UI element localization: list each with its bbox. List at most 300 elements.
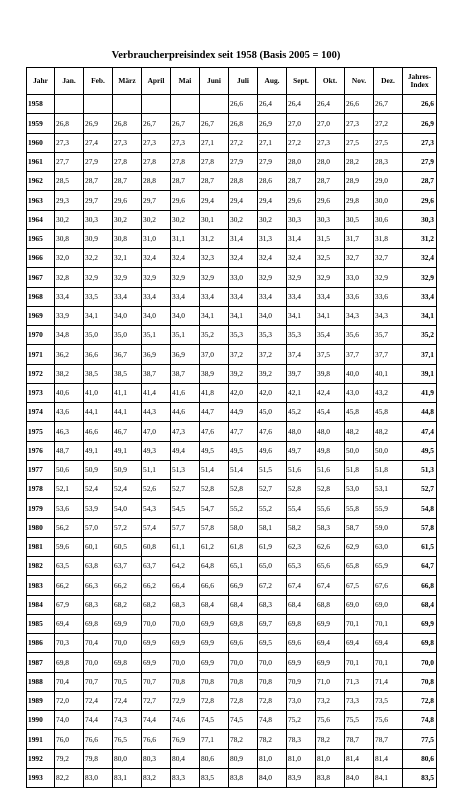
month-cell: 33,4 xyxy=(316,287,345,306)
month-cell: 32,9 xyxy=(316,268,345,287)
month-cell: 65,6 xyxy=(316,557,345,576)
month-cell: 79,8 xyxy=(84,749,113,768)
year-cell: 1984 xyxy=(27,595,55,614)
month-cell: 61,1 xyxy=(171,537,200,556)
month-cell: 53,9 xyxy=(84,499,113,518)
month-cell: 29,7 xyxy=(142,191,171,210)
table-row xyxy=(27,518,437,537)
month-cell: 75,2 xyxy=(287,711,316,730)
month-cell: 45,4 xyxy=(316,403,345,422)
month-cell: 70,0 xyxy=(142,614,171,633)
month-cell: 61,8 xyxy=(229,537,258,556)
year-cell: 1964 xyxy=(27,210,55,229)
table-row xyxy=(27,422,437,441)
month-cell: 69,8 xyxy=(287,614,316,633)
month-cell: 38,7 xyxy=(171,364,200,383)
month-cell: 51,4 xyxy=(200,460,229,479)
month-cell xyxy=(171,95,200,114)
annual-index-cell: 77,5 xyxy=(403,730,437,749)
year-cell: 1958 xyxy=(27,95,55,114)
column-header: Mai xyxy=(171,68,200,95)
month-cell: 32,2 xyxy=(84,249,113,268)
year-cell: 1959 xyxy=(27,114,55,133)
month-cell: 69,4 xyxy=(316,634,345,653)
month-cell: 33,4 xyxy=(258,287,287,306)
month-cell: 69,4 xyxy=(345,634,374,653)
month-cell: 41,1 xyxy=(113,383,142,402)
cpi-table xyxy=(26,67,437,788)
month-cell: 69,9 xyxy=(200,634,229,653)
month-cell: 32,7 xyxy=(345,249,374,268)
month-cell: 27,0 xyxy=(287,114,316,133)
month-cell: 43,2 xyxy=(374,383,403,402)
month-cell: 33,9 xyxy=(55,306,84,325)
month-cell: 33,4 xyxy=(200,287,229,306)
month-cell: 39,7 xyxy=(287,364,316,383)
annual-index-cell: 83,5 xyxy=(403,768,437,787)
column-header: Sept. xyxy=(287,68,316,95)
table-row xyxy=(27,441,437,460)
month-cell: 70,0 xyxy=(258,653,287,672)
month-cell: 62,9 xyxy=(345,537,374,556)
year-cell: 1989 xyxy=(27,691,55,710)
annual-index-cell: 32,9 xyxy=(403,268,437,287)
month-cell: 74,0 xyxy=(55,711,84,730)
month-cell: 27,3 xyxy=(316,133,345,152)
column-header: Nov. xyxy=(345,68,374,95)
month-cell: 33,6 xyxy=(345,287,374,306)
month-cell: 76,0 xyxy=(55,730,84,749)
month-cell: 83,9 xyxy=(287,768,316,787)
month-cell: 27,8 xyxy=(200,152,229,171)
month-cell: 29,6 xyxy=(113,191,142,210)
month-cell: 37,7 xyxy=(345,345,374,364)
table-row xyxy=(27,95,437,114)
table-row xyxy=(27,364,437,383)
year-cell: 1976 xyxy=(27,441,55,460)
table-row xyxy=(27,306,437,325)
month-cell: 32,0 xyxy=(55,249,84,268)
annual-index-cell: 30,3 xyxy=(403,210,437,229)
month-cell: 32,9 xyxy=(142,268,171,287)
table-row xyxy=(27,403,437,422)
month-cell: 69,9 xyxy=(200,614,229,633)
table-row xyxy=(27,614,437,633)
annual-index-cell: 34,1 xyxy=(403,306,437,325)
column-header: Juni xyxy=(200,68,229,95)
month-cell: 80,4 xyxy=(171,749,200,768)
month-cell: 33,4 xyxy=(113,287,142,306)
table-row xyxy=(27,557,437,576)
year-cell: 1982 xyxy=(27,557,55,576)
month-cell: 83,0 xyxy=(84,768,113,787)
month-cell: 60,5 xyxy=(113,537,142,556)
month-cell: 48,7 xyxy=(55,441,84,460)
table-row xyxy=(27,672,437,691)
month-cell: 81,0 xyxy=(258,749,287,768)
month-cell: 26,6 xyxy=(345,95,374,114)
month-cell: 66,4 xyxy=(171,576,200,595)
year-cell: 1988 xyxy=(27,672,55,691)
table-row xyxy=(27,768,437,787)
table-row xyxy=(27,345,437,364)
month-cell: 26,8 xyxy=(229,114,258,133)
annual-index-cell: 26,6 xyxy=(403,95,437,114)
month-cell: 83,2 xyxy=(142,768,171,787)
month-cell: 74,6 xyxy=(171,711,200,730)
month-cell: 69,8 xyxy=(55,653,84,672)
column-header: April xyxy=(142,68,171,95)
annual-index-cell: 47,4 xyxy=(403,422,437,441)
annual-index-cell: 66,8 xyxy=(403,576,437,595)
annual-index-cell: 80,6 xyxy=(403,749,437,768)
month-cell: 35,6 xyxy=(345,326,374,345)
month-cell: 69,9 xyxy=(171,634,200,653)
month-cell: 83,8 xyxy=(229,768,258,787)
month-cell: 37,4 xyxy=(287,345,316,364)
month-cell: 30,2 xyxy=(55,210,84,229)
month-cell: 29,4 xyxy=(200,191,229,210)
month-cell: 60,1 xyxy=(84,537,113,556)
month-cell: 66,2 xyxy=(55,576,84,595)
month-cell: 30,8 xyxy=(113,229,142,248)
month-cell: 36,9 xyxy=(142,345,171,364)
month-cell: 26,4 xyxy=(287,95,316,114)
month-cell: 58,2 xyxy=(287,518,316,537)
month-cell: 27,4 xyxy=(84,133,113,152)
month-cell: 26,8 xyxy=(113,114,142,133)
month-cell: 29,8 xyxy=(345,191,374,210)
month-cell: 28,3 xyxy=(374,152,403,171)
month-cell: 26,9 xyxy=(258,114,287,133)
month-cell: 30,6 xyxy=(374,210,403,229)
column-header: Feb. xyxy=(84,68,113,95)
month-cell: 29,0 xyxy=(374,172,403,191)
month-cell: 40,1 xyxy=(374,364,403,383)
month-cell: 27,1 xyxy=(258,133,287,152)
month-cell: 45,0 xyxy=(258,403,287,422)
month-cell: 52,4 xyxy=(113,480,142,499)
month-cell: 61,2 xyxy=(200,537,229,556)
month-cell: 57,0 xyxy=(84,518,113,537)
month-cell: 33,6 xyxy=(374,287,403,306)
month-cell: 72,8 xyxy=(258,691,287,710)
month-cell: 72,4 xyxy=(84,691,113,710)
month-cell: 70,0 xyxy=(171,614,200,633)
annual-index-cell: 68,4 xyxy=(403,595,437,614)
month-cell: 52,8 xyxy=(316,480,345,499)
month-cell: 36,6 xyxy=(84,345,113,364)
month-cell: 27,5 xyxy=(345,133,374,152)
table-row xyxy=(27,249,437,268)
month-cell: 70,0 xyxy=(229,653,258,672)
year-cell: 1961 xyxy=(27,152,55,171)
month-cell: 69,9 xyxy=(142,653,171,672)
month-cell: 42,1 xyxy=(287,383,316,402)
month-cell: 27,5 xyxy=(374,133,403,152)
month-cell: 35,3 xyxy=(287,326,316,345)
month-cell: 34,8 xyxy=(55,326,84,345)
annual-index-cell: 33,4 xyxy=(403,287,437,306)
year-cell: 1991 xyxy=(27,730,55,749)
annual-index-cell: 74,8 xyxy=(403,711,437,730)
annual-index-cell: 57,8 xyxy=(403,518,437,537)
table-row xyxy=(27,229,437,248)
month-cell: 51,4 xyxy=(229,460,258,479)
month-cell: 33,4 xyxy=(55,287,84,306)
column-header: Dez. xyxy=(374,68,403,95)
month-cell: 51,5 xyxy=(258,460,287,479)
month-cell: 34,1 xyxy=(229,306,258,325)
month-cell: 33,4 xyxy=(287,287,316,306)
month-cell: 70,0 xyxy=(84,653,113,672)
month-cell: 52,8 xyxy=(229,480,258,499)
year-cell: 1962 xyxy=(27,172,55,191)
month-cell: 63,0 xyxy=(374,537,403,556)
month-cell: 44,3 xyxy=(142,403,171,422)
table-row xyxy=(27,460,437,479)
year-cell: 1980 xyxy=(27,518,55,537)
month-cell: 50,0 xyxy=(374,441,403,460)
month-cell: 32,9 xyxy=(84,268,113,287)
month-cell: 73,5 xyxy=(374,691,403,710)
month-cell: 42,4 xyxy=(316,383,345,402)
month-cell: 69,4 xyxy=(55,614,84,633)
annual-index-cell: 70,8 xyxy=(403,672,437,691)
month-cell: 62,6 xyxy=(316,537,345,556)
month-cell: 75,5 xyxy=(345,711,374,730)
month-cell: 69,9 xyxy=(142,634,171,653)
month-cell: 48,0 xyxy=(316,422,345,441)
month-cell: 34,1 xyxy=(200,306,229,325)
month-cell: 30,2 xyxy=(113,210,142,229)
month-cell: 27,2 xyxy=(229,133,258,152)
month-cell: 83,1 xyxy=(113,768,142,787)
month-cell: 27,8 xyxy=(171,152,200,171)
month-cell xyxy=(84,95,113,114)
month-cell: 69,6 xyxy=(287,634,316,653)
month-cell: 50,0 xyxy=(345,441,374,460)
month-cell: 27,7 xyxy=(55,152,84,171)
annual-index-cell: 35,2 xyxy=(403,326,437,345)
month-cell: 32,4 xyxy=(287,249,316,268)
year-cell: 1977 xyxy=(27,460,55,479)
month-cell: 65,9 xyxy=(374,557,403,576)
month-cell: 58,7 xyxy=(345,518,374,537)
annual-index-cell: 44,8 xyxy=(403,403,437,422)
page-title: Verbraucherpreisindex seit 1958 (Basis 2005 = 100) xyxy=(111,50,341,61)
table-row xyxy=(27,172,437,191)
month-cell: 50,6 xyxy=(55,460,84,479)
month-cell: 34,3 xyxy=(374,306,403,325)
year-cell: 1978 xyxy=(27,480,55,499)
month-cell: 30,9 xyxy=(84,229,113,248)
month-cell: 69,9 xyxy=(200,653,229,672)
month-cell: 39,8 xyxy=(316,364,345,383)
month-cell: 28,0 xyxy=(287,152,316,171)
table-row xyxy=(27,191,437,210)
month-cell: 70,1 xyxy=(374,653,403,672)
month-cell: 78,7 xyxy=(374,730,403,749)
month-cell: 66,2 xyxy=(142,576,171,595)
table-row xyxy=(27,383,437,402)
month-cell: 34,3 xyxy=(345,306,374,325)
month-cell: 34,0 xyxy=(113,306,142,325)
month-cell: 34,0 xyxy=(171,306,200,325)
month-cell xyxy=(113,95,142,114)
month-cell: 26,9 xyxy=(84,114,113,133)
month-cell: 63,8 xyxy=(84,557,113,576)
month-cell: 36,7 xyxy=(113,345,142,364)
month-cell: 35,1 xyxy=(142,326,171,345)
column-header: Aug. xyxy=(258,68,287,95)
month-cell: 52,8 xyxy=(287,480,316,499)
month-cell: 37,2 xyxy=(258,345,287,364)
column-header: Jan. xyxy=(55,68,84,95)
month-cell: 57,8 xyxy=(200,518,229,537)
month-cell: 69,7 xyxy=(258,614,287,633)
month-cell: 80,6 xyxy=(200,749,229,768)
month-cell: 55,4 xyxy=(287,499,316,518)
month-cell: 33,4 xyxy=(142,287,171,306)
month-cell: 29,6 xyxy=(316,191,345,210)
month-cell: 27,8 xyxy=(113,152,142,171)
month-cell: 30,2 xyxy=(171,210,200,229)
header-row xyxy=(27,68,437,95)
month-cell: 49,5 xyxy=(200,441,229,460)
table-row xyxy=(27,537,437,556)
month-cell: 35,3 xyxy=(229,326,258,345)
month-cell: 28,7 xyxy=(171,172,200,191)
month-cell: 55,2 xyxy=(258,499,287,518)
month-cell: 32,4 xyxy=(258,249,287,268)
month-cell: 68,8 xyxy=(316,595,345,614)
month-cell: 27,9 xyxy=(84,152,113,171)
month-cell: 69,9 xyxy=(316,653,345,672)
month-cell: 27,3 xyxy=(171,133,200,152)
month-cell: 52,7 xyxy=(171,480,200,499)
month-cell: 32,1 xyxy=(113,249,142,268)
month-cell: 69,8 xyxy=(229,614,258,633)
month-cell: 31,4 xyxy=(229,229,258,248)
month-cell: 54,0 xyxy=(113,499,142,518)
table-row xyxy=(27,576,437,595)
month-cell: 44,7 xyxy=(200,403,229,422)
annual-index-cell: 26,9 xyxy=(403,114,437,133)
month-cell: 75,6 xyxy=(374,711,403,730)
annual-index-cell: 51,3 xyxy=(403,460,437,479)
month-cell: 84,0 xyxy=(258,768,287,787)
month-cell: 48,2 xyxy=(374,422,403,441)
month-cell: 53,6 xyxy=(55,499,84,518)
year-cell: 1990 xyxy=(27,711,55,730)
month-cell: 70,8 xyxy=(258,672,287,691)
month-cell: 32,3 xyxy=(200,249,229,268)
month-cell: 43,0 xyxy=(345,383,374,402)
month-cell: 28,7 xyxy=(113,172,142,191)
month-cell: 71,0 xyxy=(316,672,345,691)
month-cell: 66,9 xyxy=(229,576,258,595)
month-cell: 55,2 xyxy=(229,499,258,518)
month-cell: 69,9 xyxy=(287,653,316,672)
month-cell: 58,0 xyxy=(229,518,258,537)
month-cell: 67,9 xyxy=(55,595,84,614)
month-cell: 76,6 xyxy=(84,730,113,749)
month-cell: 83,3 xyxy=(171,768,200,787)
month-cell: 63,7 xyxy=(142,557,171,576)
year-cell: 1979 xyxy=(27,499,55,518)
month-cell: 29,4 xyxy=(258,191,287,210)
month-cell: 32,4 xyxy=(229,249,258,268)
year-cell: 1968 xyxy=(27,287,55,306)
month-cell: 70,4 xyxy=(84,634,113,653)
month-cell: 35,2 xyxy=(200,326,229,345)
month-cell: 35,7 xyxy=(374,326,403,345)
month-cell: 49,1 xyxy=(113,441,142,460)
table-row xyxy=(27,114,437,133)
month-cell: 28,7 xyxy=(287,172,316,191)
month-cell: 69,8 xyxy=(84,614,113,633)
annual-index-cell: 72,8 xyxy=(403,691,437,710)
month-cell: 67,2 xyxy=(258,576,287,595)
month-cell xyxy=(200,95,229,114)
month-cell: 81,4 xyxy=(374,749,403,768)
column-header: Jahres-Index xyxy=(403,68,437,95)
year-cell: 1971 xyxy=(27,345,55,364)
month-cell: 84,1 xyxy=(374,768,403,787)
month-cell: 34,1 xyxy=(84,306,113,325)
month-cell: 51,6 xyxy=(316,460,345,479)
month-cell: 78,2 xyxy=(258,730,287,749)
month-cell: 30,3 xyxy=(84,210,113,229)
month-cell: 27,2 xyxy=(374,114,403,133)
month-cell: 83,8 xyxy=(316,768,345,787)
month-cell: 78,3 xyxy=(287,730,316,749)
month-cell: 81,0 xyxy=(287,749,316,768)
month-cell: 29,4 xyxy=(229,191,258,210)
month-cell: 73,2 xyxy=(316,691,345,710)
month-cell: 32,9 xyxy=(171,268,200,287)
month-cell: 72,0 xyxy=(55,691,84,710)
annual-index-cell: 27,9 xyxy=(403,152,437,171)
annual-index-cell: 69,9 xyxy=(403,614,437,633)
month-cell: 69,0 xyxy=(345,595,374,614)
month-cell: 41,0 xyxy=(84,383,113,402)
month-cell: 69,9 xyxy=(316,614,345,633)
month-cell: 30,3 xyxy=(316,210,345,229)
month-cell: 70,0 xyxy=(113,634,142,653)
month-cell: 73,3 xyxy=(345,691,374,710)
table-row xyxy=(27,711,437,730)
month-cell: 49,4 xyxy=(171,441,200,460)
month-cell: 31,2 xyxy=(200,229,229,248)
column-header: Juli xyxy=(229,68,258,95)
month-cell: 69,0 xyxy=(374,595,403,614)
month-cell: 44,9 xyxy=(229,403,258,422)
table-row xyxy=(27,268,437,287)
month-cell: 78,2 xyxy=(229,730,258,749)
month-cell: 30,2 xyxy=(258,210,287,229)
month-cell: 63,5 xyxy=(55,557,84,576)
table-row xyxy=(27,634,437,653)
month-cell: 65,8 xyxy=(345,557,374,576)
year-cell: 1973 xyxy=(27,383,55,402)
month-cell: 50,9 xyxy=(84,460,113,479)
table-row xyxy=(27,749,437,768)
month-cell: 34,1 xyxy=(287,306,316,325)
month-cell: 80,0 xyxy=(113,749,142,768)
table-row xyxy=(27,691,437,710)
